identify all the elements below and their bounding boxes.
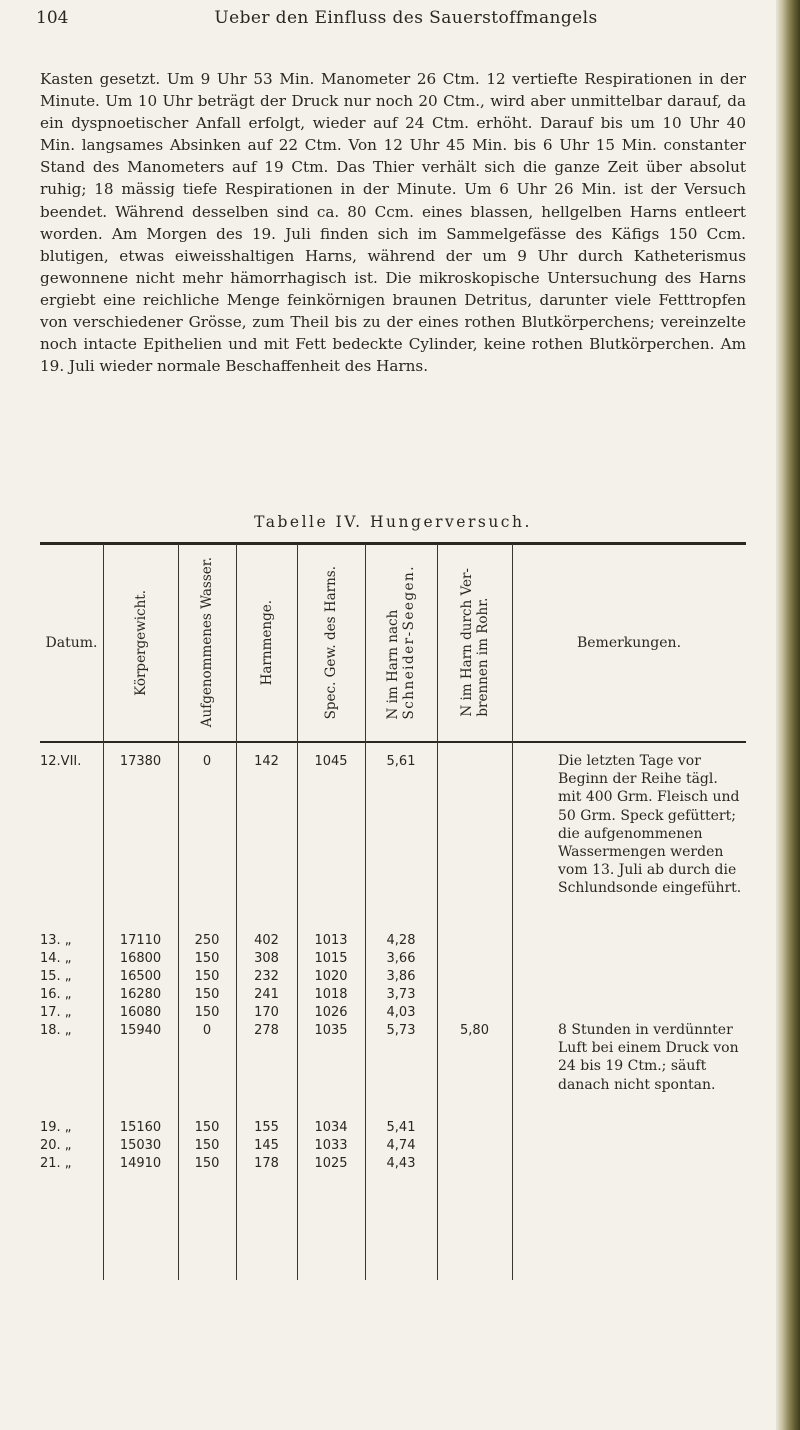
cell-harnmenge: 402 — [254, 933, 279, 948]
header-koerpergewicht-label: Körpergewicht. — [132, 589, 149, 696]
cell-gewicht: 17110 — [119, 933, 162, 948]
cell-wasser: 150 — [194, 987, 220, 1002]
header-n-seegen-line2: Schneider-Seegen. — [401, 565, 417, 720]
cell-n-seegen: 4,74 — [386, 1138, 416, 1153]
header-n-rohr-line1: N im Harn durch Ver- — [458, 568, 475, 717]
cell-gewicht: 17380 — [119, 754, 162, 769]
cell-harnmenge: 142 — [254, 754, 279, 769]
cell-wasser: 250 — [194, 933, 220, 948]
header-wasser-label: Aufgenommenes Wasser. — [199, 557, 215, 728]
cell-gewicht: 16080 — [119, 1005, 162, 1020]
cell-datum: 12.VII. — [40, 754, 82, 769]
body-paragraph — [40, 68, 746, 377]
header-koerpergewicht — [103, 544, 178, 741]
cell-n-seegen: 3,73 — [386, 987, 416, 1002]
header-wasser — [178, 544, 236, 741]
cell-spec-gew: 1025 — [314, 1156, 348, 1171]
paragraph-text: Kasten gesetzt. Um 9 Uhr 53 Min. Manometer 26 Ctm. 12 vertiefte Respirationen in der Minute. Um 10 Uhr beträgt der Druck nur noch 20 Ctm., wird aber unmittelbar darauf, da ein dyspnoetischer Anfall erfolgt, wieder auf 24 Ctm. erhöht. Darauf bis um 10 Uhr 40 Min. langsames Absinken auf 22 Ctm. Von 12 Uhr 45 Min. bis 6 Uhr 15 Min. constanter Stand des Manometers auf 19 Ctm. Das Thier verhält sich die ganze Zeit über absolut ruhig; 18 mässig tiefe Respirationen in der Minute. Um 6 Uhr 26 Min. ist der Versuch beendet. Während desselben sind ca. 80 Ccm. eines blassen, hellgelben Harns entleert worden. Am Morgen des 19. Juli finden sich im Sammelgefässe des Käfigs 150 Ccm. blutigen, etwas eiweisshaltigen Harns, während der um 9 Uhr durch Katheterismus gewonnene nicht mehr hämorrhagisch ist. Die mikroskopische Untersuchung des Harns ergiebt eine reichliche Menge feinkörnigen braunen Detritus, darunter viele Fetttropfen von verschiedener Grösse, zum Theil bis zu der eines rothen Blutkörperchens; vereinzelte noch intacte Epithelien und mit Fett bedeckte Cylinder, keine rothen Blutkörperchen. Am 19. Juli wieder normale Beschaffenheit des Harns. — [40, 70, 746, 376]
cell-wasser: 150 — [194, 951, 220, 966]
running-title: Ueber den Einfluss des Sauerstoffmangels — [214, 8, 598, 28]
cell-wasser: 150 — [194, 1120, 220, 1135]
header-n-rohr — [437, 544, 512, 741]
cell-datum: 14. „ — [40, 951, 72, 966]
cell-gewicht: 14910 — [119, 1156, 162, 1171]
header-spec-gew-label: Spec. Gew. des Harns. — [323, 565, 339, 720]
cell-wasser: 150 — [194, 969, 220, 984]
cell-wasser: 150 — [194, 1005, 220, 1020]
cell-datum: 21. „ — [40, 1156, 72, 1171]
cell-datum: 17. „ — [40, 1005, 72, 1020]
cell-gewicht: 15030 — [119, 1138, 162, 1153]
cell-datum: 18. „ — [40, 1023, 72, 1038]
cell-harnmenge: 232 — [254, 969, 279, 984]
header-bemerkungen — [512, 544, 746, 741]
cell-wasser: 150 — [194, 1138, 220, 1153]
cell-datum: 15. „ — [40, 969, 72, 984]
cell-wasser: 0 — [202, 1023, 212, 1038]
cell-gewicht: 16800 — [119, 951, 162, 966]
cell-gewicht: 16500 — [119, 969, 162, 984]
cell-spec-gew: 1045 — [314, 754, 348, 769]
cell-spec-gew: 1020 — [314, 969, 348, 984]
header-n-seegen-line1: N im Harn nach — [385, 609, 401, 720]
header-n-rohr-line2: brennen im Rohr. — [474, 597, 491, 717]
cell-datum: 13. „ — [40, 933, 72, 948]
cell-n-rohr: 5,80 — [460, 1023, 489, 1038]
cell-spec-gew: 1035 — [314, 1023, 348, 1038]
header-spec-gew — [297, 544, 365, 741]
cell-n-seegen: 5,41 — [386, 1120, 416, 1135]
cell-harnmenge: 145 — [254, 1138, 279, 1153]
cell-gewicht: 15160 — [119, 1120, 162, 1135]
cell-harnmenge: 170 — [254, 1005, 279, 1020]
table-header-rule — [40, 741, 746, 743]
remark-note: 8 Stunden in verdünnter Luft bei einem Druck von 24 bis 19 Ctm.; säuft danach nicht spontan. — [558, 1022, 739, 1093]
cell-harnmenge: 178 — [254, 1156, 279, 1171]
header-datum-label: Datum. — [45, 634, 98, 651]
header-n-seegen — [365, 544, 437, 741]
cell-datum: 20. „ — [40, 1138, 72, 1153]
cell-spec-gew: 1033 — [314, 1138, 348, 1153]
scan-page-edge — [776, 0, 800, 1430]
header-bemerkungen-label: Bemerkungen. — [576, 634, 682, 651]
cell-n-seegen: 4,03 — [386, 1005, 416, 1020]
remark-note: Die letzten Tage vor Beginn der Reihe tägl. mit 400 Grm. Fleisch und 50 Grm. Speck gefüttert; die aufgenommenen Wassermengen werden vom 13. Juli ab durch die Schlundsonde eingeführt. — [558, 753, 742, 897]
cell-n-seegen: 4,28 — [386, 933, 416, 948]
cell-n-seegen: 4,43 — [386, 1156, 416, 1171]
cell-datum: 16. „ — [40, 987, 72, 1002]
cell-spec-gew: 1013 — [314, 933, 348, 948]
page-number: 104 — [36, 8, 69, 28]
cell-n-seegen: 5,61 — [386, 754, 416, 769]
cell-harnmenge: 278 — [254, 1023, 279, 1038]
cell-spec-gew: 1015 — [314, 951, 348, 966]
page-header — [36, 8, 776, 38]
header-harnmenge — [236, 544, 297, 741]
header-harnmenge-label: Harnmenge. — [258, 599, 275, 686]
cell-spec-gew: 1034 — [314, 1120, 348, 1135]
cell-harnmenge: 155 — [254, 1120, 279, 1135]
cell-datum: 19. „ — [40, 1120, 72, 1135]
cell-n-seegen: 3,66 — [386, 951, 416, 966]
cell-n-seegen: 3,86 — [386, 969, 416, 984]
table-title: Tabelle IV. Hungerversuch. — [254, 513, 532, 531]
cell-spec-gew: 1026 — [314, 1005, 348, 1020]
cell-n-seegen: 5,73 — [386, 1023, 416, 1038]
header-datum — [40, 544, 103, 741]
header-n-rohr-label — [459, 568, 491, 717]
cell-harnmenge: 308 — [254, 951, 279, 966]
cell-spec-gew: 1018 — [314, 987, 348, 1002]
cell-gewicht: 15940 — [119, 1023, 162, 1038]
cell-wasser: 150 — [194, 1156, 220, 1171]
header-n-seegen-label — [385, 565, 417, 720]
cell-gewicht: 16280 — [119, 987, 162, 1002]
cell-harnmenge: 241 — [254, 987, 279, 1002]
cell-wasser: 0 — [202, 754, 212, 769]
